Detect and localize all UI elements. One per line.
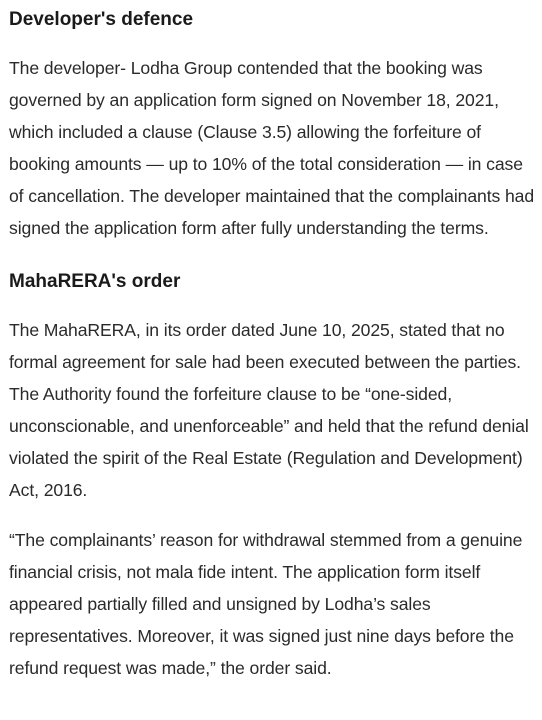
article-body: [9, 6, 537, 684]
section-heading-maharera-order: MahaRERA's order: [9, 271, 181, 292]
paragraph-developers-defence: The developer- Lodha Group contended that the booking was governed by an application form signed on November 18, 2021, which included a clause (Clause 3.5) allowing the forfeiture of booking amounts — up to 10% of the total consideration — in case of cancellation. The developer maintained that the complainants had signed the application form after fully understanding the terms.: [9, 58, 535, 238]
paragraph-order-quote: “The complainants’ reason for withdrawal stemmed from a genuine financial crisis, not mala fide intent. The application form itself appeared partially filled and unsigned by Lodha’s sales representatives. Moreover, it was signed just nine days before the refund request was made,” the order said.: [9, 530, 523, 678]
paragraph-maharera-order: The MahaRERA, in its order dated June 10, 2025, stated that no formal agreement for sale had been executed between the parties. The Authority found the forfeiture clause to be “one-sided, unconscionable, and unenforceable” and held that the refund denial violated the spirit of the Real Estate (Regulation and Development) Act, 2016.: [9, 320, 529, 500]
section-heading-developers-defence: Developer's defence: [9, 9, 194, 30]
